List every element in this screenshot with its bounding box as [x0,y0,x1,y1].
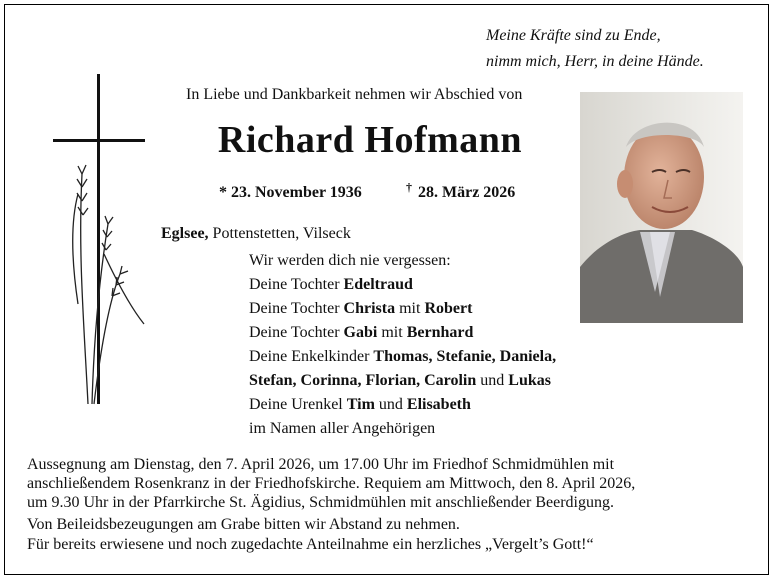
intro-text: In Liebe und Dankbarkeit nehmen wir Abschied von [186,86,523,103]
notice-line-2: anschließendem Rosenkranz in der Friedhofskirche. Requiem am Mittwoch, den 8. April 2026, [27,475,636,492]
notice-line-3: um 9.30 Uhr in der Pfarrkirche St. Ägidius, Schmidmühlen mit anschließender Beerdigung. [27,494,614,511]
mourner-line: Deine Tochter Christa mit Robert [249,300,473,317]
place-rest: Pottenstetten, Vilseck [208,225,351,242]
mourner-closing: im Namen aller Angehörigen [249,420,436,437]
notice-line-5: Für bereits erwiesene und noch zugedachte Anteilnahme ein herzliches „Vergelt’s Gott!“ [27,536,594,553]
death-date: 28. März 2026 [418,184,516,201]
mourner-line: Stefan, Corinna, Florian, Carolin und Lukas [249,372,551,389]
place-line [161,225,351,243]
quote-line-1: Meine Kräfte sind zu Ende, [486,27,661,44]
death-symbol: † [406,180,412,194]
place-main: Eglsee, [161,225,209,242]
wheat-icon [73,165,144,404]
mourner-line: Deine Enkelkinder Thomas, Stefanie, Daniela, [249,348,557,365]
mourner-line: Deine Tochter Gabi mit Bernhard [249,324,474,341]
quote-line-2: nimm mich, Herr, in deine Hände. [486,53,704,70]
deceased-name: Richard Hofmann [217,119,523,161]
notice-line-1: Aussegnung am Dienstag, den 7. April 2026, um 17.00 Uhr im Friedhof Schmidmühlen mit [27,456,615,473]
mourners-intro: Wir werden dich nie vergessen: [249,252,451,269]
portrait-photo [580,92,743,323]
mourner-line: Deine Tochter Edeltraud [249,276,413,293]
mourner-line: Deine Urenkel Tim und Elisabeth [249,396,471,413]
notice-line-4: Von Beileidsbezeugungen am Grabe bitten wir Abstand zu nehmen. [27,516,460,533]
birth-date: * 23. November 1936 [219,184,362,201]
